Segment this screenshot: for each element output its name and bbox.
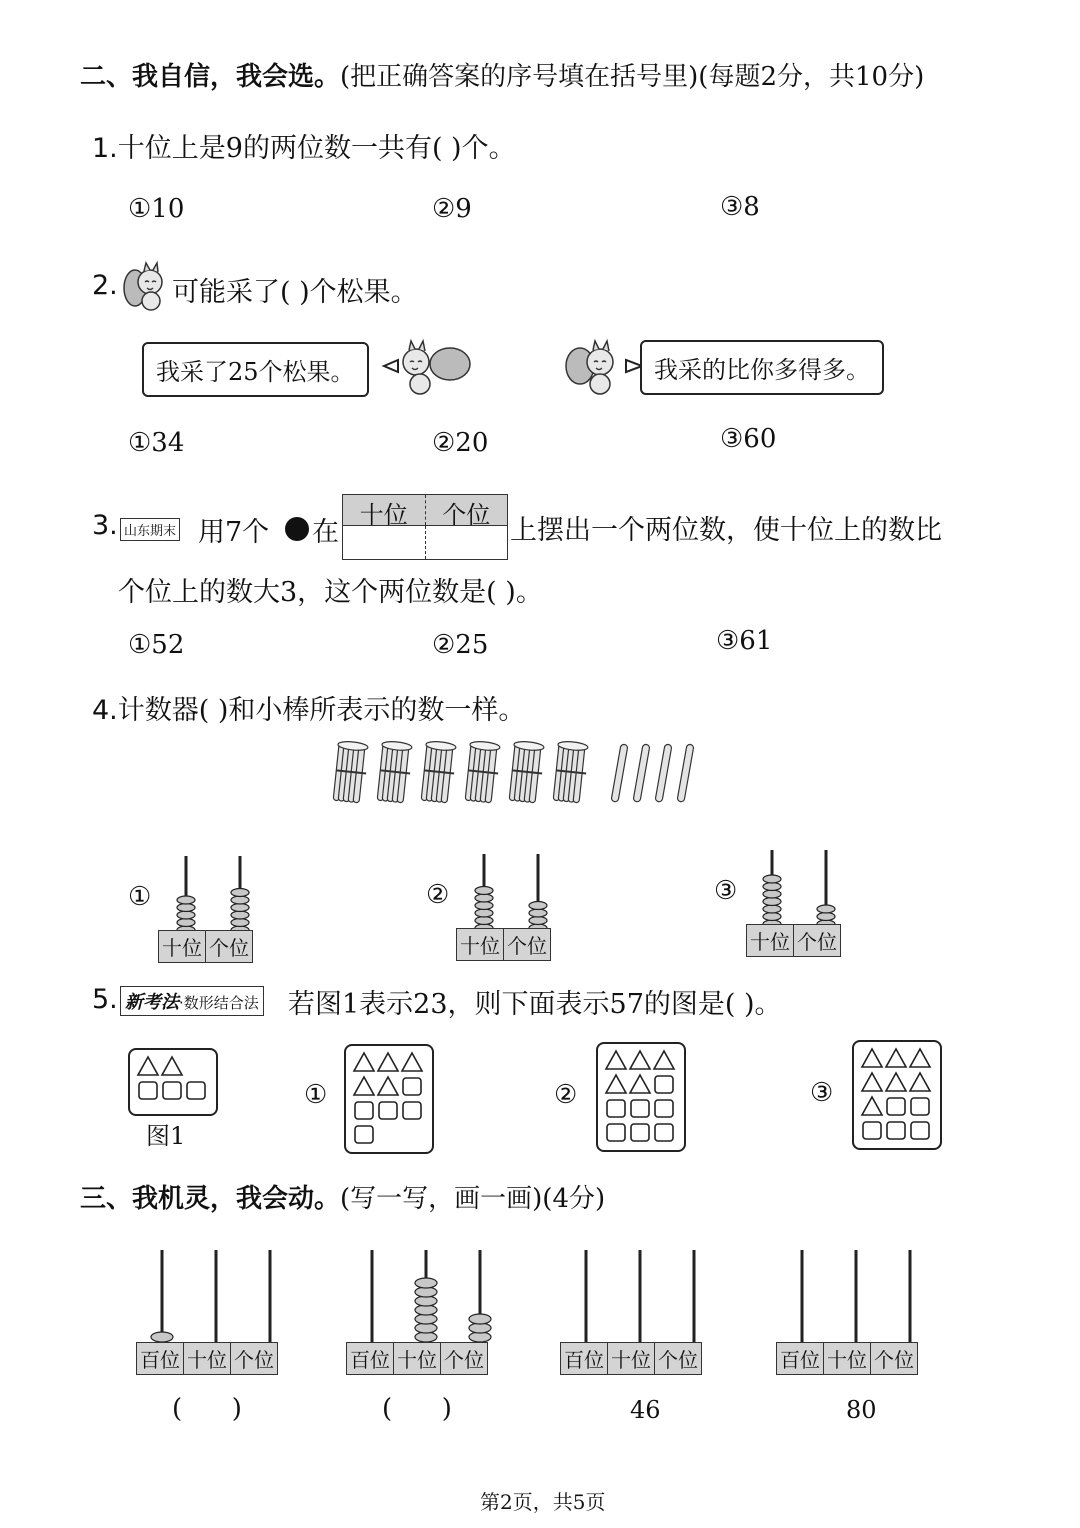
- table-cell-tens: [343, 526, 426, 559]
- label-ones: 个位: [209, 936, 249, 960]
- q5-option-1-mark: ①: [304, 1080, 328, 1110]
- q3-option-2[interactable]: ②25: [432, 630, 489, 660]
- triangle-shape: [862, 1073, 882, 1091]
- triangle-shape: [910, 1073, 930, 1091]
- abacus-bead: [763, 905, 781, 913]
- abacus-bead: [475, 894, 493, 902]
- q4-option-3[interactable]: [714, 846, 864, 958]
- label-ones: 个位: [507, 934, 547, 958]
- table-header-tens: 十位: [343, 495, 426, 525]
- triangle-shape: [402, 1053, 422, 1071]
- label-tens: 十位: [159, 931, 206, 962]
- q5-number: 5.: [92, 984, 118, 1015]
- abacus-3[interactable]: [560, 1246, 730, 1446]
- q3-number: 3.: [92, 510, 118, 541]
- triangle-shape: [378, 1077, 398, 1095]
- stick-bundle: [376, 740, 413, 803]
- abacus-target-number: 80: [846, 1396, 877, 1424]
- abacus-2[interactable]: [346, 1246, 516, 1446]
- abacus-bead: [231, 889, 249, 897]
- squirrel-icon: [560, 336, 644, 400]
- q4-text: 计数器( )和小棒所表示的数一样。: [117, 695, 526, 726]
- abacus-diagram: [776, 1246, 938, 1342]
- q5-option-3[interactable]: [852, 1040, 942, 1150]
- stick-bundle: [332, 740, 369, 803]
- label-tens: 十位: [394, 1343, 441, 1374]
- q5-option-2-mark: ②: [554, 1080, 578, 1110]
- square-shape: [887, 1122, 905, 1139]
- q5-tag-bold: 新考法: [125, 992, 179, 1013]
- q3-text-c: 上摆出一个两位数，使十位上的数比: [510, 515, 942, 546]
- square-shape: [403, 1102, 421, 1119]
- abacus-diagram: [136, 1246, 298, 1342]
- abacus-diagram: [560, 1246, 722, 1342]
- black-dot-icon: [282, 514, 312, 544]
- abacus-4[interactable]: [776, 1246, 946, 1446]
- q4-option-1-mark: ①: [128, 882, 152, 912]
- section2-title: 二、我自信，我会选。: [80, 62, 341, 92]
- place-label-bar: [560, 1342, 702, 1375]
- place-label-bar: [136, 1342, 278, 1375]
- q3-line-2: 个位上的数大3，这个两位数是( )。: [118, 577, 543, 608]
- q5-method-tag: [120, 986, 264, 1016]
- abacus-diagram: [346, 1246, 508, 1342]
- abacus-diagram: [154, 852, 274, 934]
- q4-option-2-mark: ②: [426, 880, 450, 910]
- table-header-ones: 个位: [442, 501, 491, 529]
- square-shape: [607, 1124, 625, 1141]
- square-shape: [863, 1122, 881, 1139]
- q2-number: 2.: [92, 270, 118, 301]
- square-shape: [631, 1124, 649, 1141]
- stick-bundle: [464, 740, 501, 803]
- place-label-bar: [456, 928, 551, 961]
- q2-option-1[interactable]: ①34: [128, 428, 185, 458]
- q2-option-2[interactable]: ②20: [432, 428, 489, 458]
- place-label-bar: [346, 1342, 488, 1375]
- label-ones: 个位: [444, 1348, 484, 1372]
- question-2: [92, 270, 118, 301]
- abacus-bead: [529, 902, 547, 910]
- label-tens: 十位: [457, 929, 504, 960]
- square-shape: [139, 1082, 157, 1099]
- triangle-shape: [654, 1051, 674, 1069]
- sticks-illustration: [326, 738, 706, 810]
- square-shape: [655, 1124, 673, 1141]
- square-shape: [655, 1076, 673, 1093]
- section3-heading: [80, 1178, 605, 1215]
- abacus-bead: [817, 913, 835, 921]
- abacus-bead: [475, 909, 493, 917]
- abacus-bead: [151, 1332, 173, 1342]
- q3-source-tag: 山东期末: [120, 518, 180, 541]
- q3-text-a: 用7个: [198, 517, 270, 548]
- abacus-bead: [231, 896, 249, 904]
- triangle-shape: [630, 1075, 650, 1093]
- abacus-bead: [177, 904, 195, 912]
- label-tens: 十位: [184, 1343, 231, 1374]
- page-footer: 第2页，共5页: [480, 1490, 606, 1514]
- q2-text: 可能采了( )个松果。: [172, 277, 418, 308]
- table-cell-ones: [426, 526, 508, 559]
- triangle-shape: [162, 1057, 182, 1075]
- single-stick: [633, 744, 650, 802]
- square-shape: [379, 1102, 397, 1119]
- place-label-bar: [776, 1342, 918, 1375]
- abacus-bead: [763, 898, 781, 906]
- abacus-bead: [529, 909, 547, 917]
- triangle-shape: [354, 1077, 374, 1095]
- q4-number: 4.: [92, 695, 118, 726]
- q1-option-2[interactable]: ②9: [432, 194, 472, 224]
- question-4: [92, 688, 525, 727]
- abacus-diagram: [740, 846, 860, 928]
- squirrel-icon: [380, 338, 476, 398]
- square-shape: [887, 1098, 905, 1115]
- stick-bundle: [552, 740, 589, 803]
- abacus-bead: [469, 1314, 491, 1324]
- label-hundreds: 百位: [777, 1343, 824, 1374]
- triangle-shape: [378, 1053, 398, 1071]
- label-tens: 十位: [747, 925, 794, 956]
- abacus-bead: [231, 911, 249, 919]
- triangle-shape: [862, 1049, 882, 1067]
- section3-note: (写一写，画一画)(4分): [340, 1184, 606, 1214]
- square-shape: [911, 1098, 929, 1115]
- place-label-bar: [746, 924, 841, 957]
- square-shape: [187, 1082, 205, 1099]
- squirrel-icon: [120, 258, 168, 312]
- label-tens: 十位: [608, 1343, 655, 1374]
- abacus-bead: [763, 890, 781, 898]
- label-hundreds: 百位: [347, 1343, 394, 1374]
- abacus-diagram: [452, 850, 572, 932]
- square-shape: [355, 1126, 373, 1143]
- shape-grid: [598, 1044, 684, 1150]
- place-value-table: [342, 494, 508, 560]
- speech-bubble-left: 我采了25个松果。: [142, 342, 369, 397]
- abacus-bead: [475, 917, 493, 925]
- shape-grid: [130, 1050, 216, 1114]
- place-label-bar: [158, 930, 253, 963]
- label-ones: 个位: [797, 930, 837, 954]
- q1-text: 十位上是9的两位数一共有( )个。: [117, 133, 516, 164]
- triangle-shape: [862, 1097, 882, 1115]
- q4-option-3-mark: ③: [714, 876, 738, 906]
- label-tens: 十位: [824, 1343, 871, 1374]
- abacus-bead: [763, 913, 781, 921]
- single-stick: [611, 744, 628, 802]
- abacus-bead: [177, 911, 195, 919]
- q4-option-2[interactable]: [426, 850, 576, 962]
- q3-option-1[interactable]: ①52: [128, 630, 185, 660]
- answer-blank[interactable]: ( ): [172, 1394, 242, 1424]
- abacus-bead: [763, 875, 781, 883]
- triangle-shape: [630, 1051, 650, 1069]
- q1-option-3[interactable]: ③8: [720, 192, 760, 222]
- abacus-bead: [475, 887, 493, 895]
- label-ones: 个位: [874, 1348, 914, 1372]
- square-shape: [607, 1100, 625, 1117]
- answer-blank[interactable]: ( ): [382, 1394, 452, 1424]
- square-shape: [355, 1102, 373, 1119]
- label-ones: 个位: [658, 1348, 698, 1372]
- abacus-bead: [231, 919, 249, 927]
- abacus-1[interactable]: [136, 1246, 306, 1446]
- abacus-bead: [231, 904, 249, 912]
- single-stick: [655, 744, 672, 802]
- stick-bundle: [508, 740, 545, 803]
- triangle-shape: [354, 1053, 374, 1071]
- abacus-target-number: 46: [630, 1396, 661, 1424]
- stick-bundle: [420, 740, 457, 803]
- triangle-shape: [886, 1073, 906, 1091]
- triangle-shape: [886, 1049, 906, 1067]
- square-shape: [911, 1122, 929, 1139]
- single-stick: [677, 744, 694, 802]
- q5-text: 若图1表示23，则下面表示57的图是( )。: [288, 989, 782, 1020]
- q5-option-3-mark: ③: [810, 1078, 834, 1108]
- q5-tag-rest: ·数形结合法: [179, 994, 259, 1012]
- abacus-bead: [529, 917, 547, 925]
- abacus-bead: [177, 896, 195, 904]
- abacus-bead: [763, 883, 781, 891]
- shape-grid: [346, 1046, 432, 1152]
- question-5: [92, 984, 118, 1015]
- abacus-bead: [817, 905, 835, 913]
- question-1: [92, 126, 516, 165]
- label-ones: 个位: [234, 1348, 274, 1372]
- figure-1-card: [128, 1048, 218, 1116]
- abacus-bead: [177, 919, 195, 927]
- section2-heading: [80, 56, 924, 93]
- section3-title: 三、我机灵，我会动。: [80, 1184, 341, 1214]
- figure-1-label: 图1: [146, 1122, 186, 1150]
- square-shape: [163, 1082, 181, 1099]
- square-shape: [403, 1078, 421, 1095]
- triangle-shape: [138, 1057, 158, 1075]
- q1-number: 1.: [92, 133, 118, 164]
- q5-option-1[interactable]: [344, 1044, 434, 1154]
- q3-text-b: 在: [312, 517, 339, 548]
- label-hundreds: 百位: [561, 1343, 608, 1374]
- q1-option-1[interactable]: ①10: [128, 194, 185, 224]
- square-shape: [631, 1100, 649, 1117]
- q4-option-1[interactable]: [128, 852, 278, 964]
- speech-bubble-right: 我采的比你多得多。: [640, 340, 884, 395]
- square-shape: [655, 1100, 673, 1117]
- abacus-bead: [415, 1278, 437, 1288]
- shape-grid: [854, 1042, 940, 1148]
- abacus-bead: [475, 902, 493, 910]
- q5-option-2[interactable]: [596, 1042, 686, 1152]
- triangle-shape: [606, 1051, 626, 1069]
- triangle-shape: [910, 1049, 930, 1067]
- question-3: [92, 510, 118, 541]
- label-hundreds: 百位: [137, 1343, 184, 1374]
- triangle-shape: [606, 1075, 626, 1093]
- q2-option-3[interactable]: ③60: [720, 424, 777, 454]
- q3-option-3[interactable]: ③61: [716, 626, 773, 656]
- section2-note: (把正确答案的序号填在括号里)(每题2分，共10分): [340, 62, 925, 92]
